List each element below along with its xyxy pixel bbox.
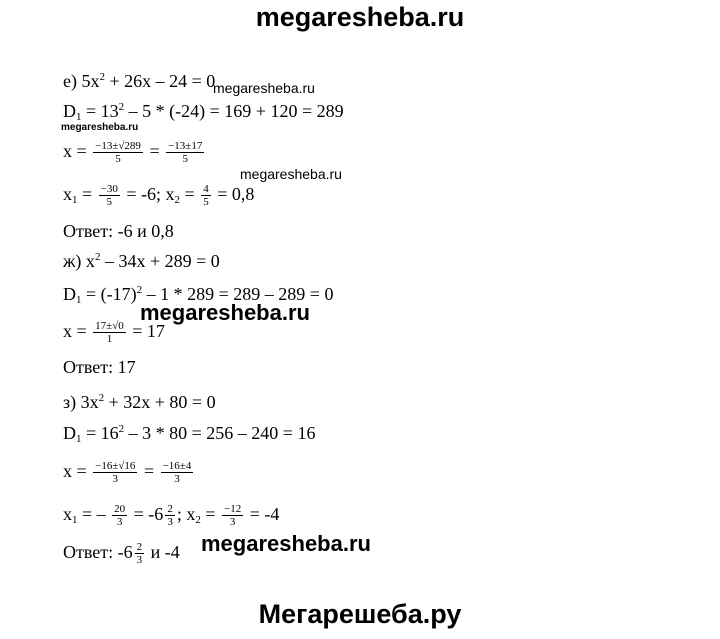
roots-e: $x_1$ = $\frac{-30}{5}$ = -6; $x_2$ = $\frac{4}{5}$ = 0,8 xyxy=(63,183,255,209)
answer-zh: Ответ: 17 xyxy=(63,357,136,377)
fraction: $\frac{-12}{3}$ xyxy=(223,503,242,529)
discriminant-zh: $D_1 = (-17)^2 - 1 * 289 = 289 - 289 = 0$ xyxy=(63,284,334,306)
fraction: $\frac{2}{3}$ xyxy=(136,541,143,567)
equation-zh: ж) $x^2 - 34x + 289 = 0$ xyxy=(63,251,220,271)
roots-z: $x_1$ = – $\frac{20}{3}$ = -6 $\frac{2}{3}$ ; $x_2$ = $\frac{-12}{3}$ = -4 xyxy=(63,503,280,529)
answer-z: Ответ: -6 $\frac{2}{3}$ и -4 xyxy=(63,541,180,567)
fraction: $\frac{2}{3}$ xyxy=(167,503,173,529)
watermark-inline: megaresheba.ru xyxy=(61,122,139,133)
fraction: $\frac{-30}{5}$ xyxy=(100,183,118,209)
equation-e: е) $5x^2 + 26x - 24 = 0$ xyxy=(63,71,216,91)
fraction: $\frac{17\pm√0}{1}$ xyxy=(95,320,124,346)
fraction: $\frac{20}{3}$ xyxy=(114,503,126,529)
watermark-inline: megaresheba.ru xyxy=(213,80,315,96)
discriminant-e: $D_1 = 13^2 - 5 * (-24) = 169 + 120 = 289$ xyxy=(63,101,344,123)
fraction: $\frac{-16\pm√16}{3}$ xyxy=(95,460,136,486)
roots-formula-zh: x = $\frac{17\pm√0}{1}$ = 17 xyxy=(63,320,165,346)
watermark-top[interactable]: megaresheba.ru xyxy=(255,2,465,32)
roots-formula-z: x = $\frac{-16\pm√16}{3}$ = $\frac{-16\pm 4}{3}$ xyxy=(63,460,192,486)
fraction: $\frac{-13\pm 17}{5}$ xyxy=(168,140,203,166)
watermark-bottom: Мегарешеба.ру xyxy=(258,599,462,629)
answer-e: Ответ: -6 и 0,8 xyxy=(63,221,174,241)
fraction: $\frac{-13\pm√289}{5}$ xyxy=(95,140,141,166)
discriminant-z: $D_1 = 16^2 - 3 * 80 = 256 - 240 = 16$ xyxy=(63,423,316,445)
roots-formula-e: x = $\frac{-13\pm√289}{5}$ = $\frac{-13\pm 17}{5}$ xyxy=(63,140,203,166)
equation-z: з) $3x^2 + 32x + 80 = 0$ xyxy=(63,392,216,412)
fraction: $\frac{4}{5}$ xyxy=(203,183,209,209)
fraction: $\frac{-16\pm 4}{3}$ xyxy=(162,460,192,486)
watermark-inline: megaresheba.ru xyxy=(140,300,310,325)
watermark-inline: megaresheba.ru xyxy=(240,166,342,182)
watermark-inline: megaresheba.ru xyxy=(201,531,371,556)
